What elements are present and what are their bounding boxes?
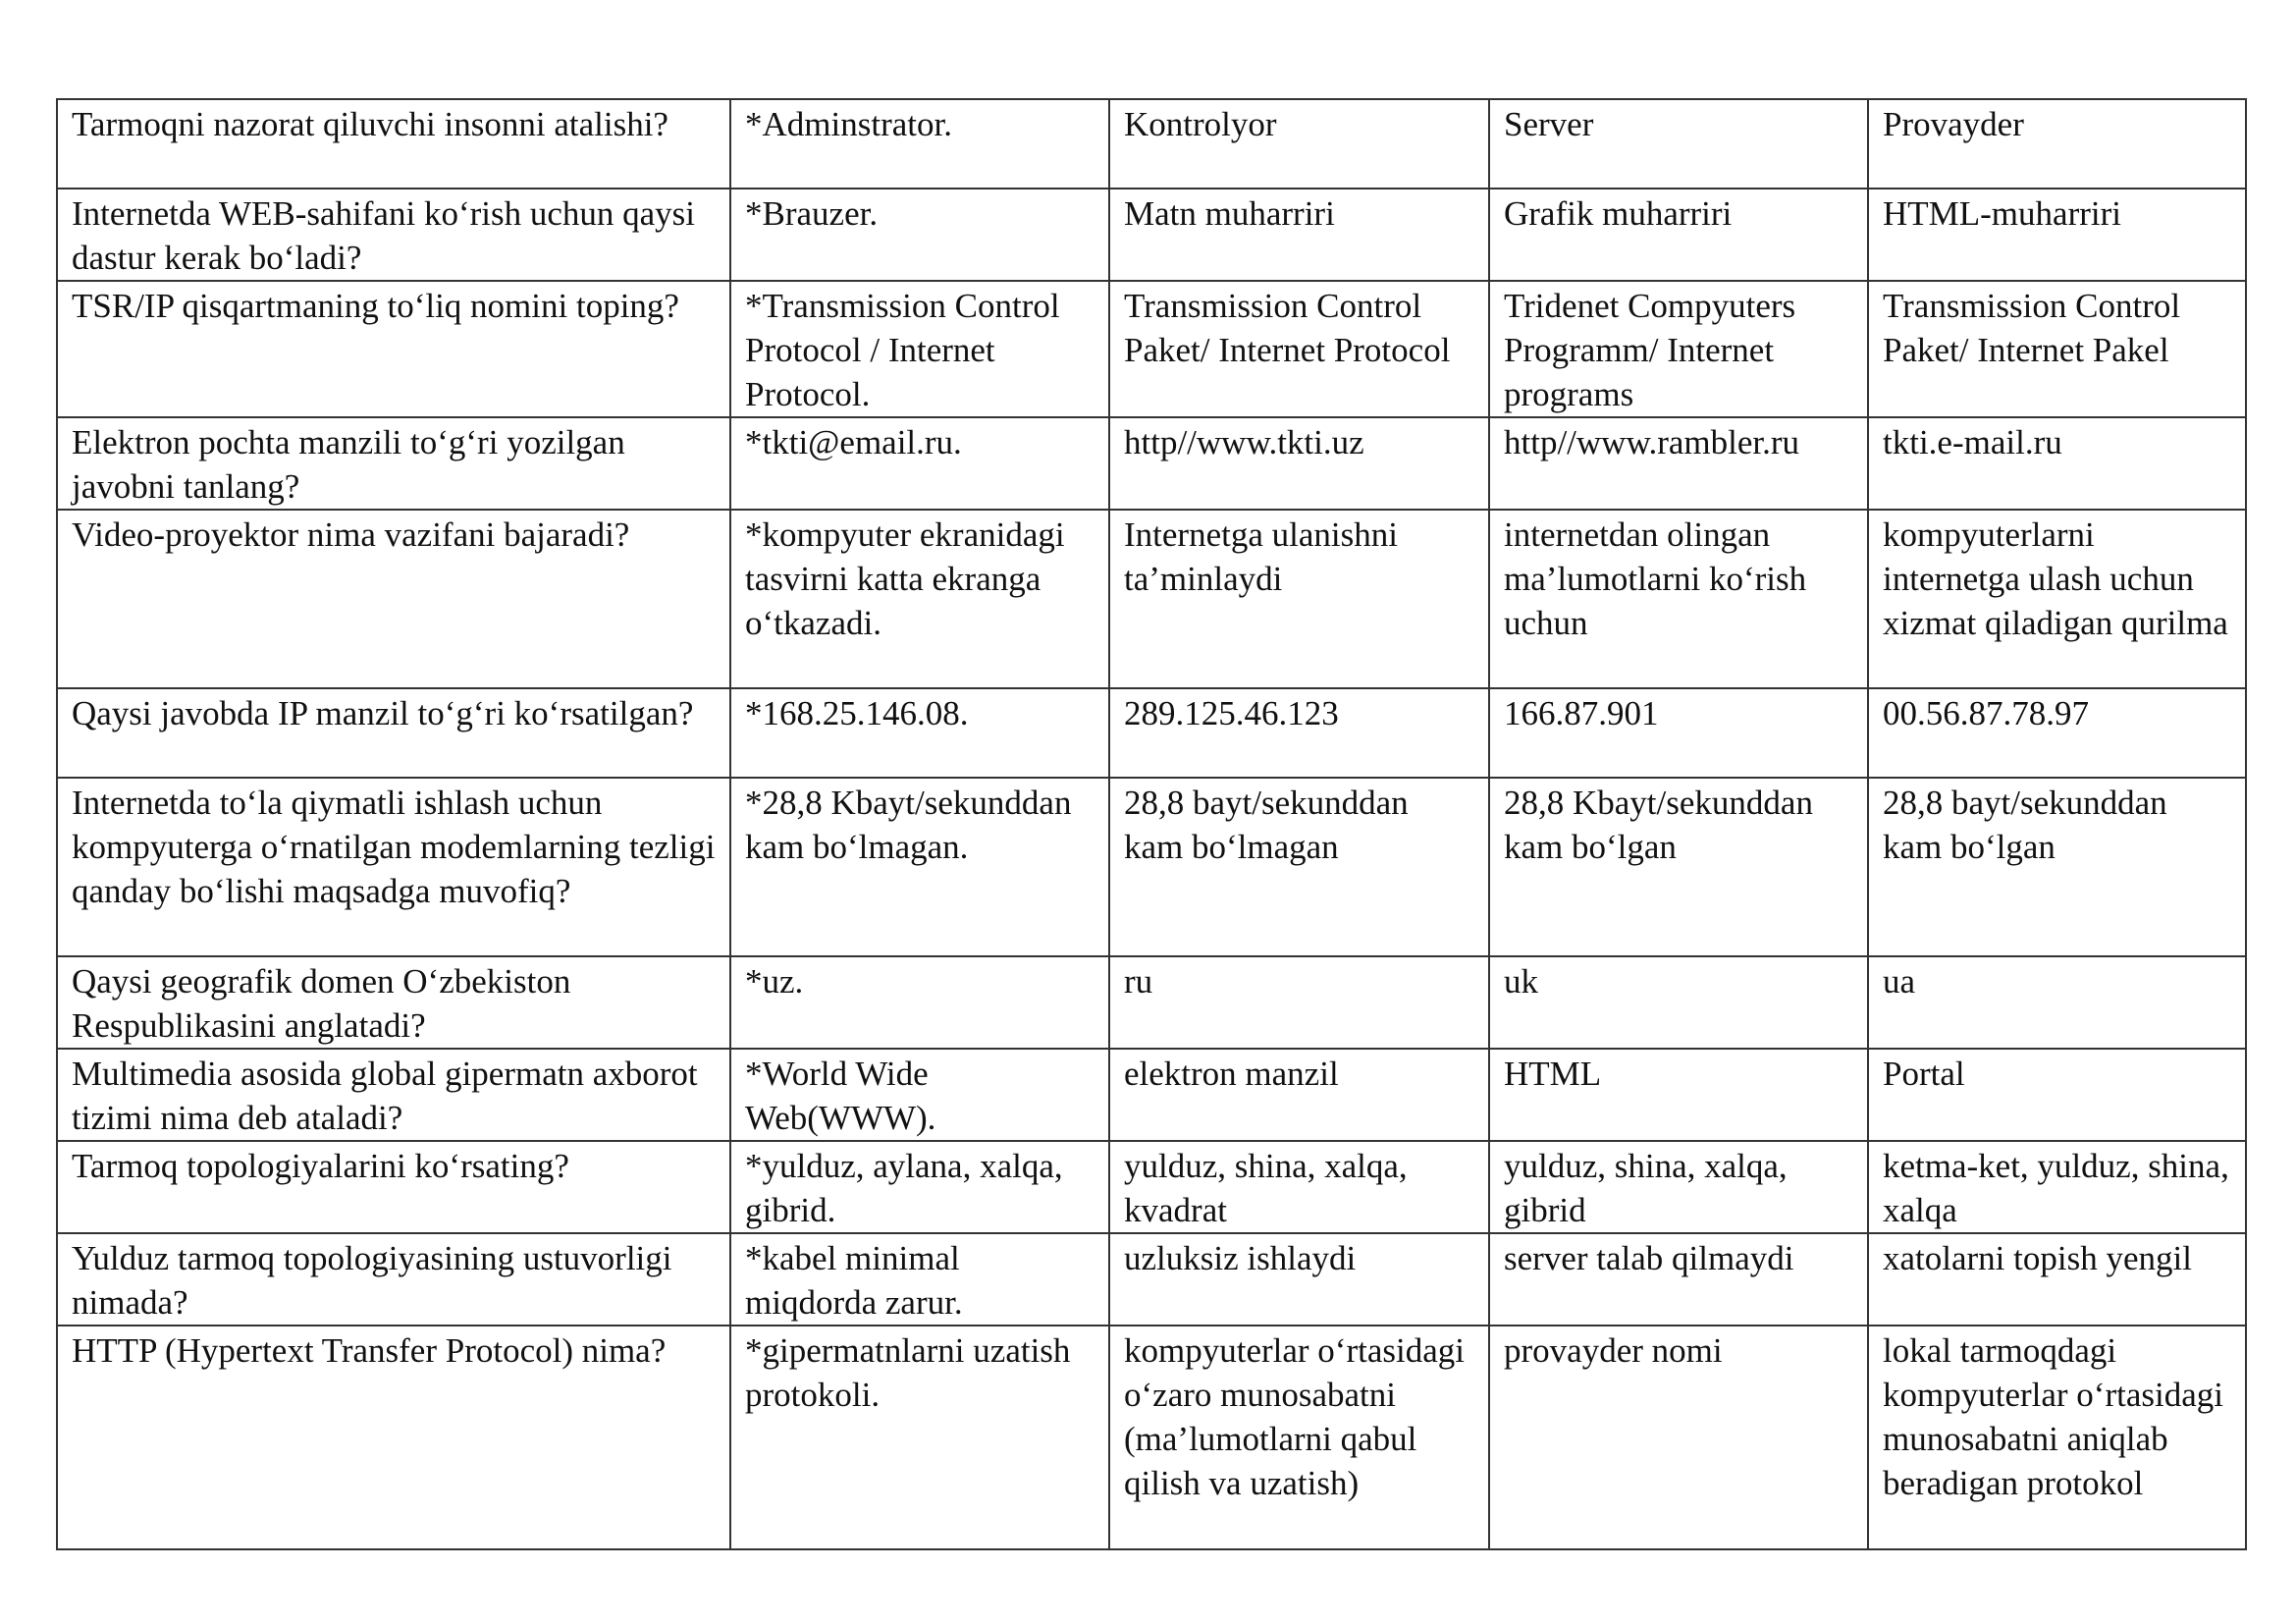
option-cell: internetdan olingan ma’lumotlarni ko‘rish uchun xyxy=(1489,510,1868,688)
option-cell: server talab qilmaydi xyxy=(1489,1233,1868,1326)
correct-answer-cell: *kabel minimal miqdorda zarur. xyxy=(730,1233,1109,1326)
option-cell: HTML-muharriri xyxy=(1868,189,2246,281)
option-cell: tkti.e-mail.ru xyxy=(1868,417,2246,510)
option-cell: yulduz, shina, xalqa, kvadrat xyxy=(1109,1141,1489,1233)
table-row xyxy=(57,1049,2246,1141)
option-cell: 289.125.46.123 xyxy=(1109,688,1489,778)
option-cell: uzluksiz ishlaydi xyxy=(1109,1233,1489,1326)
correct-answer-cell: *Brauzer. xyxy=(730,189,1109,281)
option-cell: xatolarni topish yengil xyxy=(1868,1233,2246,1326)
option-cell: http//www.rambler.ru xyxy=(1489,417,1868,510)
question-cell: Internetda to‘la qiymatli ishlash uchun kompyuterga o‘rnatilgan modemlarning tezligi qanday bo‘lishi maqsadga muvofiq? xyxy=(57,778,730,956)
correct-answer-cell: *168.25.146.08. xyxy=(730,688,1109,778)
option-cell: Kontrolyor xyxy=(1109,99,1489,189)
table-row xyxy=(57,1141,2246,1233)
question-cell: HTTP (Hypertext Transfer Protocol) nima? xyxy=(57,1326,730,1549)
option-cell: ru xyxy=(1109,956,1489,1049)
table-row xyxy=(57,189,2246,281)
table-row xyxy=(57,510,2246,688)
option-cell: HTML xyxy=(1489,1049,1868,1141)
option-cell: Transmission Control Paket/ Internet Protocol xyxy=(1109,281,1489,417)
option-cell: Provayder xyxy=(1868,99,2246,189)
option-cell: ketma-ket, yulduz, shina, xalqa xyxy=(1868,1141,2246,1233)
option-cell: Matn muharriri xyxy=(1109,189,1489,281)
table-row xyxy=(57,778,2246,956)
table-row xyxy=(57,688,2246,778)
table-row xyxy=(57,281,2246,417)
option-cell: provayder nomi xyxy=(1489,1326,1868,1549)
table-row xyxy=(57,956,2246,1049)
option-cell: Grafik muharriri xyxy=(1489,189,1868,281)
option-cell: lokal tarmoqdagi kompyuterlar o‘rtasidagi munosabatni aniqlab beradigan protokol xyxy=(1868,1326,2246,1549)
correct-answer-cell: *uz. xyxy=(730,956,1109,1049)
correct-answer-cell: *World Wide Web(WWW). xyxy=(730,1049,1109,1141)
correct-answer-cell: *28,8 Kbayt/sekunddan kam bo‘lmagan. xyxy=(730,778,1109,956)
option-cell: http//www.tkti.uz xyxy=(1109,417,1489,510)
option-cell: kompyuterlarni internetga ulash uchun xizmat qiladigan qurilma xyxy=(1868,510,2246,688)
option-cell: 28,8 bayt/sekunddan kam bo‘lgan xyxy=(1868,778,2246,956)
table-row xyxy=(57,417,2246,510)
option-cell: ua xyxy=(1868,956,2246,1049)
question-cell: Video-proyektor nima vazifani bajaradi? xyxy=(57,510,730,688)
option-cell: 28,8 Kbayt/sekunddan kam bo‘lgan xyxy=(1489,778,1868,956)
option-cell: yulduz, shina, xalqa, gibrid xyxy=(1489,1141,1868,1233)
correct-answer-cell: *tkti@email.ru. xyxy=(730,417,1109,510)
question-cell: Tarmoq topologiyalarini ko‘rsating? xyxy=(57,1141,730,1233)
question-cell: Tarmoqni nazorat qiluvchi insonni atalishi? xyxy=(57,99,730,189)
question-cell: Elektron pochta manzili to‘g‘ri yozilgan javobni tanlang? xyxy=(57,417,730,510)
correct-answer-cell: *yulduz, aylana, xalqa, gibrid. xyxy=(730,1141,1109,1233)
option-cell: Portal xyxy=(1868,1049,2246,1141)
table-row xyxy=(57,1233,2246,1326)
correct-answer-cell: *Adminstrator. xyxy=(730,99,1109,189)
option-cell: 28,8 bayt/sekunddan kam bo‘lmagan xyxy=(1109,778,1489,956)
option-cell: Tridenet Compyuters Programm/ Internet programs xyxy=(1489,281,1868,417)
question-cell: Internetda WEB-sahifani ko‘rish uchun qaysi dastur kerak bo‘ladi? xyxy=(57,189,730,281)
correct-answer-cell: *gipermatnlarni uzatish protokoli. xyxy=(730,1326,1109,1549)
option-cell: 166.87.901 xyxy=(1489,688,1868,778)
option-cell: Internetga ulanishni ta’minlaydi xyxy=(1109,510,1489,688)
question-cell: Multimedia asosida global gipermatn axborot tizimi nima deb ataladi? xyxy=(57,1049,730,1141)
table-row xyxy=(57,1326,2246,1549)
correct-answer-cell: *kompyuter ekranidagi tasvirni katta ekranga o‘tkazadi. xyxy=(730,510,1109,688)
table-row xyxy=(57,99,2246,189)
option-cell: elektron manzil xyxy=(1109,1049,1489,1141)
option-cell: uk xyxy=(1489,956,1868,1049)
question-cell: Qaysi javobda IP manzil to‘g‘ri ko‘rsatilgan? xyxy=(57,688,730,778)
correct-answer-cell: *Transmission Control Protocol / Internet Protocol. xyxy=(730,281,1109,417)
option-cell: 00.56.87.78.97 xyxy=(1868,688,2246,778)
question-cell: Yulduz tarmoq topologiyasining ustuvorligi nimada? xyxy=(57,1233,730,1326)
question-cell: Qaysi geografik domen O‘zbekiston Respublikasini anglatadi? xyxy=(57,956,730,1049)
option-cell: Server xyxy=(1489,99,1868,189)
quiz-table xyxy=(56,98,2247,1550)
question-cell: TSR/IP qisqartmaning to‘liq nomini toping? xyxy=(57,281,730,417)
option-cell: Transmission Control Paket/ Internet Pakel xyxy=(1868,281,2246,417)
option-cell: kompyuterlar o‘rtasidagi o‘zaro munosabatni (ma’lumotlarni qabul qilish va uzatish) xyxy=(1109,1326,1489,1549)
